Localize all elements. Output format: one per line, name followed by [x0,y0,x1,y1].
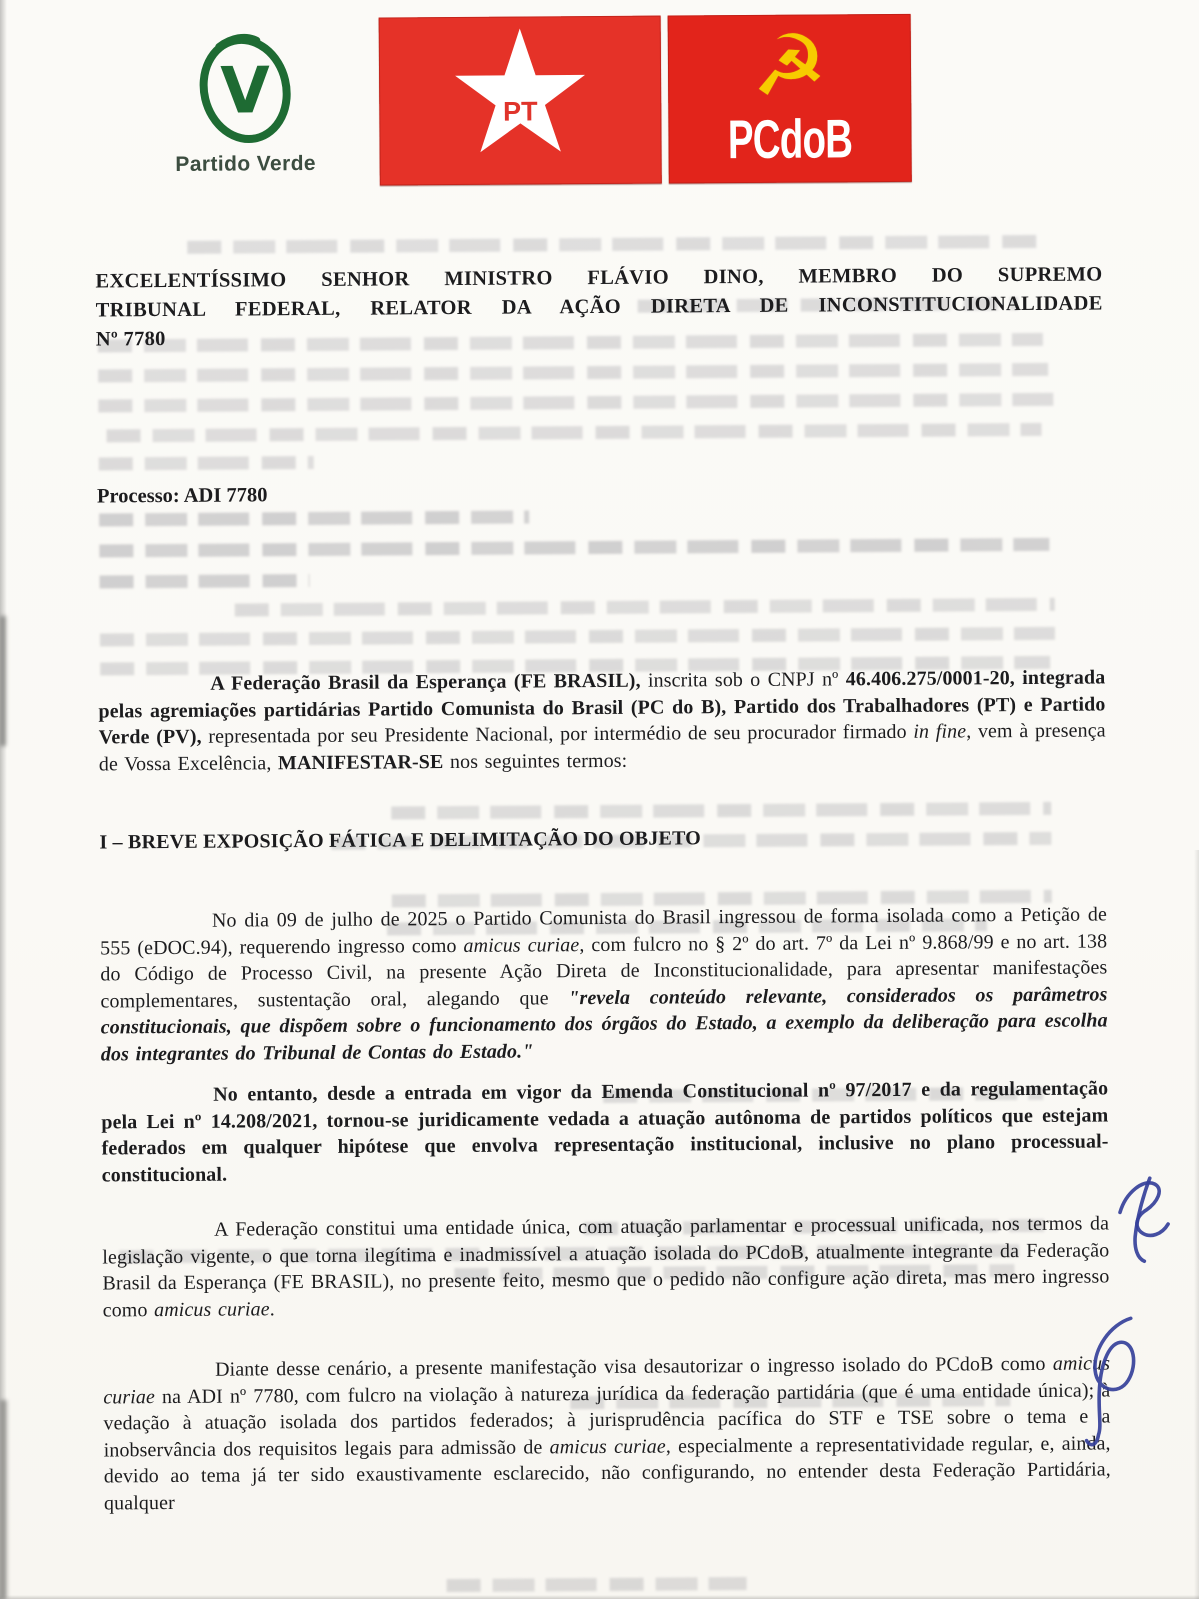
pt-label: PT [502,96,538,127]
text-segment: A Federação constitui uma entidade única, com atuação parlamentar e processual unificada, nos termos da legislação vigente, o que torna ilegítima e inadmissível a atuação isolada do PCdoB, atualmente integrante da Federação Brasil da Esperança (FE BRASIL), no presente feito, mesmo que o pedido não configure ação direta, mas mero ingresso como [102,1212,1110,1321]
partido-verde-label: Partido Verde [175,151,317,176]
bleedthrough-line [100,574,310,588]
process-number: Processo: ADI 7780 [96,484,268,508]
bleedthrough-line [235,598,1055,617]
paragraph-peticao [100,901,1108,1067]
title-line: EXCELENTÍSSIMO SENHOR MINISTRO FLÁVIO DINO, MEMBRO DO SUPREMO [95,263,1103,293]
title-line: TRIBUNAL FEDERAL, RELATOR DA AÇÃO DIRETA DE INCONSTITUCIONALIDADE [95,292,1103,322]
bleedthrough-line [98,363,1048,383]
text-segment: "revela conteúdo relevante, considerados os parâmetros constitucionais, que dispõem sobre o funcionamento dos órgãos do Estado, a exemplo da deliberação para escolha dos integrantes do Tribunal de Contas do Estado." [100,982,1108,1065]
text-segment: . [269,1297,275,1320]
text-segment: , com fulcro no § 2º do art. 7º da Lei nº 9.868/99 e no art. 138 do Código de Processo Civil, na presente Ação Direta de Inconstitucionalidade, para apresentar manifestações complementares, sustentação oral, alegando que [100,929,1108,1012]
text-segment: amicus curiae [154,1297,270,1321]
paragraph-qualificacao [98,664,1106,777]
text-segment: representada por seu Presidente Nacional, por intermédio de seu procurador firmado [208,720,914,748]
bleedthrough-line [107,423,1042,443]
bleedthrough-line [99,456,314,471]
hammer-sickle-icon: ☭ [751,16,828,115]
partido-verde-logo [154,30,337,177]
text-segment: MANIFESTAR-SE [277,750,444,774]
paragraph-federacao-entidade [102,1210,1110,1323]
ink-initial-mark [1110,1174,1175,1268]
text-segment: 46.406.275/0001-20, integrada pelas agremiações partidárias Partido Comunista do Brasil (PC do B), Partido dos Trabalhadores (PT) e Partido Verde (PV), [98,666,1106,749]
pt-logo [379,16,662,186]
bleedthrough-line [98,393,1053,413]
bleedthrough-line [100,627,1055,647]
partido-verde-ring-icon [191,30,300,151]
text-segment: inscrita sob o CNPJ nº [647,668,846,692]
pv-monogram: V [220,54,271,129]
text-segment: No entanto, desde a entrada em vigor da Emenda Constitucional nº 97/2017 e da regulamentação pela Lei nº 14.208/2021, tornou-se juridicamente vedada a atuação autônoma de partidos políticos que estejam federados em qualquer hipótese que envolva representação institucional, inclusive no plano processual-constitucional. [101,1077,1109,1186]
scan-smudge [0,1400,7,1599]
title-line: Nº 7780 [95,328,166,351]
text-segment: , especialmente a representatividade regular, e, ainda, devido ao tema já ter sido exaustivamente esclarecido, não configurando, no entender desta Federação Partidária, qualquer [103,1431,1111,1514]
text-segment: No dia 09 de julho de 2025 o Partido Comunista do Brasil ingressou de forma isolada como a Petição de 555 (eDOC.94), requerendo ingresso como [100,903,1108,959]
section-heading: I – BREVE EXPOSIÇÃO FÁTICA E DELIMITAÇÃO DO OBJETO [99,827,702,854]
party-logos [0,0,1196,190]
text-segment: amicus curiae [103,1352,1111,1408]
pcdob-logo [668,14,912,184]
paragraph-desautorizacao [103,1350,1111,1516]
scan-edge-shadow-right [1194,850,1199,1599]
bleedthrough-line [391,802,1051,820]
text-segment: , vem à presença de Vossa Excelência, [98,719,1106,775]
text-segment: amicus curiae [463,933,580,957]
addressee-heading [95,260,1103,354]
text-segment: amicus curiae [549,1435,666,1458]
pcdob-label: PCdoB [727,107,853,170]
ink-loop-mark [1083,1314,1146,1456]
text-segment: in fine [913,720,967,743]
text-segment: A Federação Brasil da Esperança (FE BRASIL), [210,669,649,695]
bleedthrough-line [447,1577,747,1592]
pt-star-icon [455,28,586,155]
paragraph-vedacao [101,1075,1109,1188]
text-segment: nos seguintes termos: [443,749,628,773]
scan-smudge [0,616,6,746]
scan-edge-shadow-left [0,0,7,1599]
text-segment: Diante desse cenário, a presente manifestação visa desautorizar o ingresso isolado do PCdoB como [215,1352,1053,1381]
scan-edge-shadow-bottom [0,1595,1199,1599]
bleedthrough-line [99,510,529,526]
text-segment: na ADI nº 7780, com fulcro na violação à natureza jurídica da federação partidária (que é uma entidade única); à vedação à atuação isolada dos partidos federados; à jurisprudência pacífica do STF e TSE sobre o tema e a inobservância dos requisitos legais para admissão de [103,1378,1111,1461]
bleedthrough-line [99,538,1049,558]
bleedthrough-line [187,235,1037,254]
